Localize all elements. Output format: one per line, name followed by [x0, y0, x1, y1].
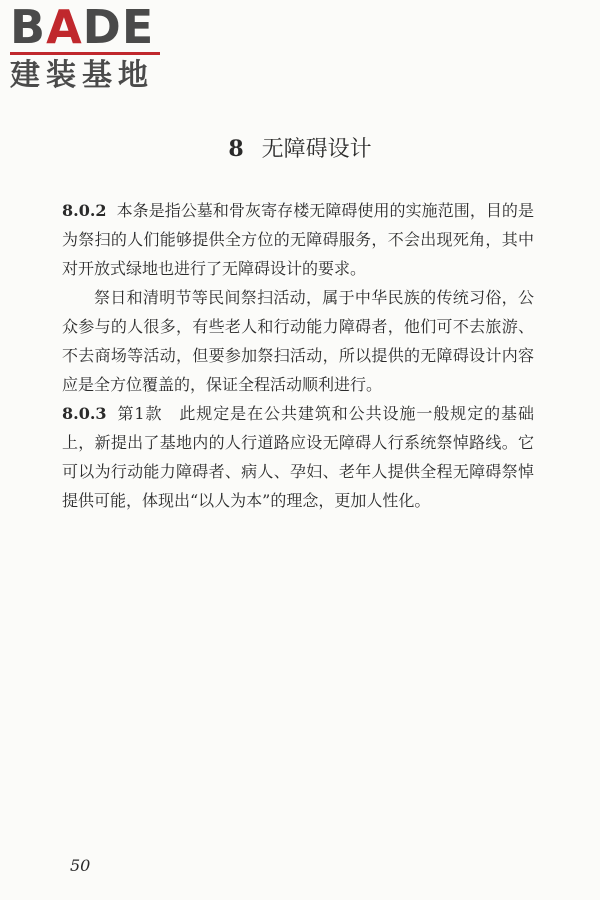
clause-number: 8.0.3	[62, 404, 107, 423]
logo-wordmark: BADE	[10, 0, 155, 54]
logo-chinese-text: 建装基地	[10, 58, 154, 93]
clause-number: 8.0.2	[62, 201, 107, 220]
chapter-number: 8	[228, 136, 244, 162]
page-number: 50	[70, 856, 91, 875]
body-text	[62, 196, 534, 515]
logo	[10, 0, 185, 93]
paragraph-text: 本条是指公墓和骨灰寄存楼无障碍使用的实施范围，目的是为祭扫的人们能够提供全方位的无障碍服务，不会出现死角，其中对开放式绿地也进行了无障碍设计的要求。	[62, 201, 534, 278]
chapter-title	[0, 134, 600, 165]
chapter-title-text: 无障碍设计	[261, 137, 372, 162]
paragraph-8-0-3	[62, 399, 534, 515]
paragraph-text: 祭日和清明节等民间祭扫活动，属于中华民族的传统习俗，公众参与的人很多，有些老人和行动能力障碍者，他们可不去旅游、不去商场等活动，但要参加祭扫活动，所以提供的无障碍设计内容应是全方位覆盖的，保证全程活动顺利进行。	[62, 288, 534, 394]
paragraph-text: 第1款 此规定是在公共建筑和公共设施一般规定的基础上，新提出了基地内的人行道路应设无障碍人行系统祭悼路线。它可以为行动能力障碍者、病人、孕妇、老年人提供全程无障碍祭悼提供可能，体现出“以人为本”的理念，更加人性化。	[62, 404, 534, 510]
paragraph-continuation	[62, 283, 534, 399]
paragraph-8-0-2	[62, 196, 534, 283]
